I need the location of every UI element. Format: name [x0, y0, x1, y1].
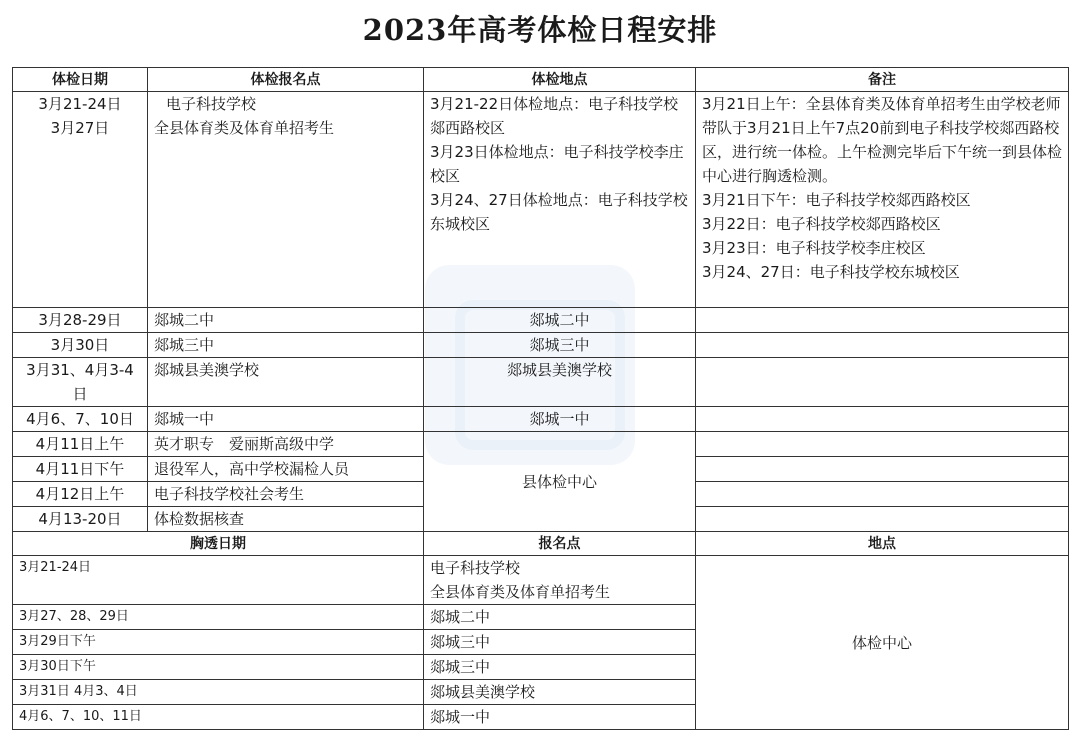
exam-location-cell: 3月21-22日体检地点：电子科技学校郯西路校区 3月23日体检地点：电子科技学校李庄校区 3月24、27日体检地点：电子科技学校东城校区 — [424, 92, 696, 308]
chest-registration-cell: 郯城一中 — [424, 705, 696, 730]
chest-registration-cell: 郯城县美澳学校 — [424, 680, 696, 705]
notes-cell: 3月21日上午：全县体育类及体育单招考生由学校老师带队于3月21日上午7点20前到电子科技学校郯西路校区，进行统一体检。上午检测完毕后下午统一到县体检中心进行胸透检测。 3月21日下午：电子科技学校郯西路校区 3月22日：电子科技学校郯西路校区 3月23日：电子科技学校李庄校区 3月24、27日：电子科技学校东城校区 — [696, 92, 1069, 308]
notes-cell — [696, 457, 1069, 482]
notes-cell — [696, 407, 1069, 432]
notes-cell — [696, 507, 1069, 532]
table-row — [13, 308, 1069, 333]
table-row — [13, 358, 1069, 407]
exam-location-merged-cell: 县体检中心 — [424, 432, 696, 532]
notes-cell — [696, 432, 1069, 457]
header-chest-date: 胸透日期 — [13, 532, 424, 556]
exam-date-cell: 3月28-29日 — [13, 308, 148, 333]
header-exam-registration: 体检报名点 — [148, 68, 424, 92]
table-row — [13, 556, 1069, 605]
chest-location-merged-cell: 体检中心 — [696, 556, 1069, 730]
exam-registration-cell: 退役军人，高中学校漏检人员 — [148, 457, 424, 482]
schedule-table — [12, 67, 1069, 730]
chest-date-cell: 3月29日下午 — [13, 630, 424, 655]
chest-registration-cell: 电子科技学校 全县体育类及体育单招考生 — [424, 556, 696, 605]
exam-date-cell: 3月30日 — [13, 333, 148, 358]
notes-cell — [696, 333, 1069, 358]
exam-date-cell: 4月6、7、10日 — [13, 407, 148, 432]
exam-location-cell: 郯城县美澳学校 — [424, 358, 696, 407]
chest-registration-cell: 郯城二中 — [424, 605, 696, 630]
header-chest-registration: 报名点 — [424, 532, 696, 556]
table-row — [13, 407, 1069, 432]
exam-registration-cell: 英才职专 爱丽斯高级中学 — [148, 432, 424, 457]
exam-registration-cell: 电子科技学校社会考生 — [148, 482, 424, 507]
exam-date-cell: 3月21-24日 3月27日 — [13, 92, 148, 308]
header-exam-location: 体检地点 — [424, 68, 696, 92]
page-title: 2023年高考体检日程安排 — [362, 13, 718, 47]
exam-header-row — [13, 68, 1069, 92]
chest-date-cell: 3月21-24日 — [13, 556, 424, 605]
exam-registration-cell: 郯城一中 — [148, 407, 424, 432]
exam-registration-cell: 郯城二中 — [148, 308, 424, 333]
chest-registration-cell: 郯城三中 — [424, 655, 696, 680]
chest-date-cell: 3月27、28、29日 — [13, 605, 424, 630]
header-notes: 备注 — [696, 68, 1069, 92]
chest-date-cell: 3月31日 4月3、4日 — [13, 680, 424, 705]
exam-registration-cell: 体检数据核查 — [148, 507, 424, 532]
exam-registration-cell: 郯城三中 — [148, 333, 424, 358]
exam-location-cell: 郯城二中 — [424, 308, 696, 333]
table-row — [13, 92, 1069, 308]
chest-date-cell: 4月6、7、10、11日 — [13, 705, 424, 730]
exam-date-cell: 4月13-20日 — [13, 507, 148, 532]
exam-date-cell: 3月31、4月3-4日 — [13, 358, 148, 407]
exam-date-cell: 4月11日上午 — [13, 432, 148, 457]
notes-cell — [696, 358, 1069, 407]
exam-date-cell: 4月11日下午 — [13, 457, 148, 482]
notes-cell — [696, 308, 1069, 333]
exam-registration-cell: 电子科技学校 全县体育类及体育单招考生 — [148, 92, 424, 308]
exam-location-cell: 郯城三中 — [424, 333, 696, 358]
header-exam-date: 体检日期 — [13, 68, 148, 92]
table-row — [13, 333, 1069, 358]
table-row — [13, 432, 1069, 457]
chest-header-row — [13, 532, 1069, 556]
chest-date-cell: 3月30日下午 — [13, 655, 424, 680]
exam-registration-cell: 郯城县美澳学校 — [148, 358, 424, 407]
chest-registration-cell: 郯城三中 — [424, 630, 696, 655]
notes-cell — [696, 482, 1069, 507]
exam-date-cell: 4月12日上午 — [13, 482, 148, 507]
header-chest-location: 地点 — [696, 532, 1069, 556]
exam-location-cell: 郯城一中 — [424, 407, 696, 432]
